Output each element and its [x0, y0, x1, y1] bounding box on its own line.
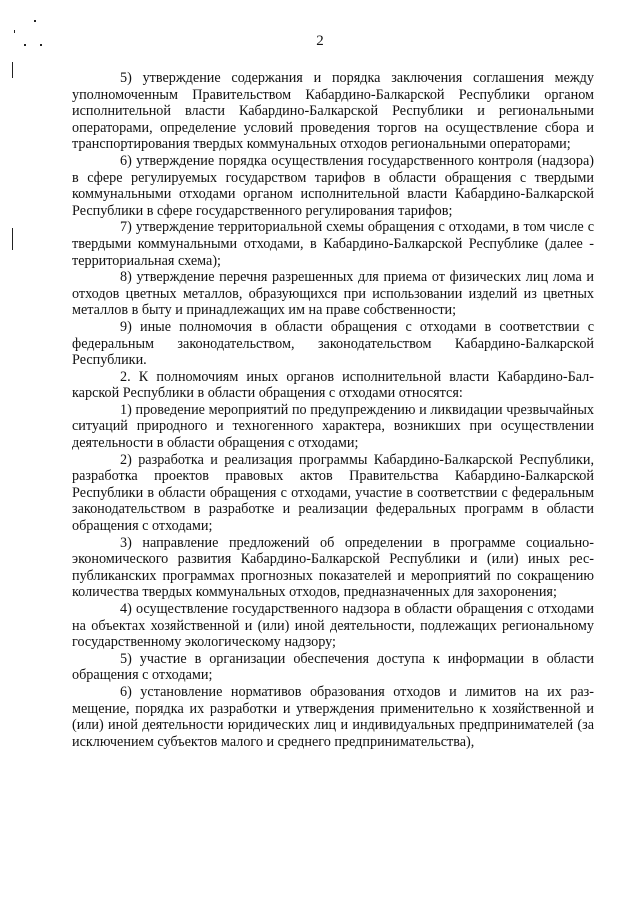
scan-mark: [12, 228, 13, 250]
scan-mark: [34, 20, 36, 22]
paragraph: 6) утверждение порядка осуществления государственного контроля (надзора) в сфере регулируемых государством тарифов в области обращения с твердыми коммунальными отходами органом исполнительной власти Кабардино-Балкарской Республики в сфере государственного регулирования тарифов;: [72, 152, 594, 219]
document-body: [72, 70, 594, 750]
paragraph: 5) утверждение содержания и порядка заключения соглашения между уполномоченным Правительством Кабардино-Балкарской Республики органом исполнительной власти Кабардино-Балкарской Республики и региональными операторами, определение условий проведения торгов на осуществление сбора и транспортирования твердых коммунальных отходов региональными операторами;: [72, 70, 594, 153]
paragraph: 7) утверждение территориальной схемы обращения с отходами, в том числе с твердыми коммунальными отходами, в Кабардино-Балкарской Республике (далее - территориальная схема);: [72, 219, 594, 269]
page-number: 2: [316, 33, 324, 49]
paragraph: 4) осуществление государственного надзора в области обращения с отходами на объектах хозяйственной и (или) иной деятельности, подлежащих региональному государственному экологическому надзору;: [72, 601, 594, 651]
paragraph: 3) направление предложений об определении в программе социально-экономического развития Кабардино-Балкарской Республики и (или) иных республиканских программах прогнозных показателей и мероприятий по сокращению количества твердых коммунальных отходов, предназначенных для захоронения;: [72, 534, 594, 601]
paragraph: 6) установление нормативов образования отходов и лимитов на их размещение, порядка их разработки и утверждения применительно к хозяйственной и (или) иной деятельности юридических лиц и индивидуальных предпринимателей (за исключением субъектов малого и среднего предпринимательства),: [72, 683, 594, 750]
scan-mark: [12, 62, 13, 78]
paragraph: 2) разработка и реализация программы Кабардино-Балкарской Республики, разработка проектов правовых актов Правительства Кабардино-Балкарской Республики в области обращения с отходами, участие в соответствии с федеральным законодательством в разработке и реализации федеральных программ в области обращения с отходами;: [72, 451, 594, 535]
paragraph: 2. К полномочиям иных органов исполнительной власти Кабардино-Балкарской Республики в области обращения с отходами относятся:: [72, 368, 594, 402]
paragraph: 1) проведение мероприятий по предупреждению и ликвидации чрезвычайных ситуаций природного и техногенного характера, возникших при осуществлении деятельности в области обращения с отходами;: [72, 401, 594, 452]
paragraph: 8) утверждение перечня разрешенных для приема от физических лиц лома и отходов цветных металлов, образующихся при использовании изделий из цветных металлов в быту и принадлежащих им на праве собственности;: [72, 269, 594, 319]
paragraph: 9) иные полномочия в области обращения с отходами в соответствии с федеральным законодательством, законодательством Кабардино-Балкарской Республики.: [72, 318, 594, 369]
paragraph: 5) участие в организации обеспечения доступа к информации в области обращения с отходами;: [72, 650, 594, 684]
